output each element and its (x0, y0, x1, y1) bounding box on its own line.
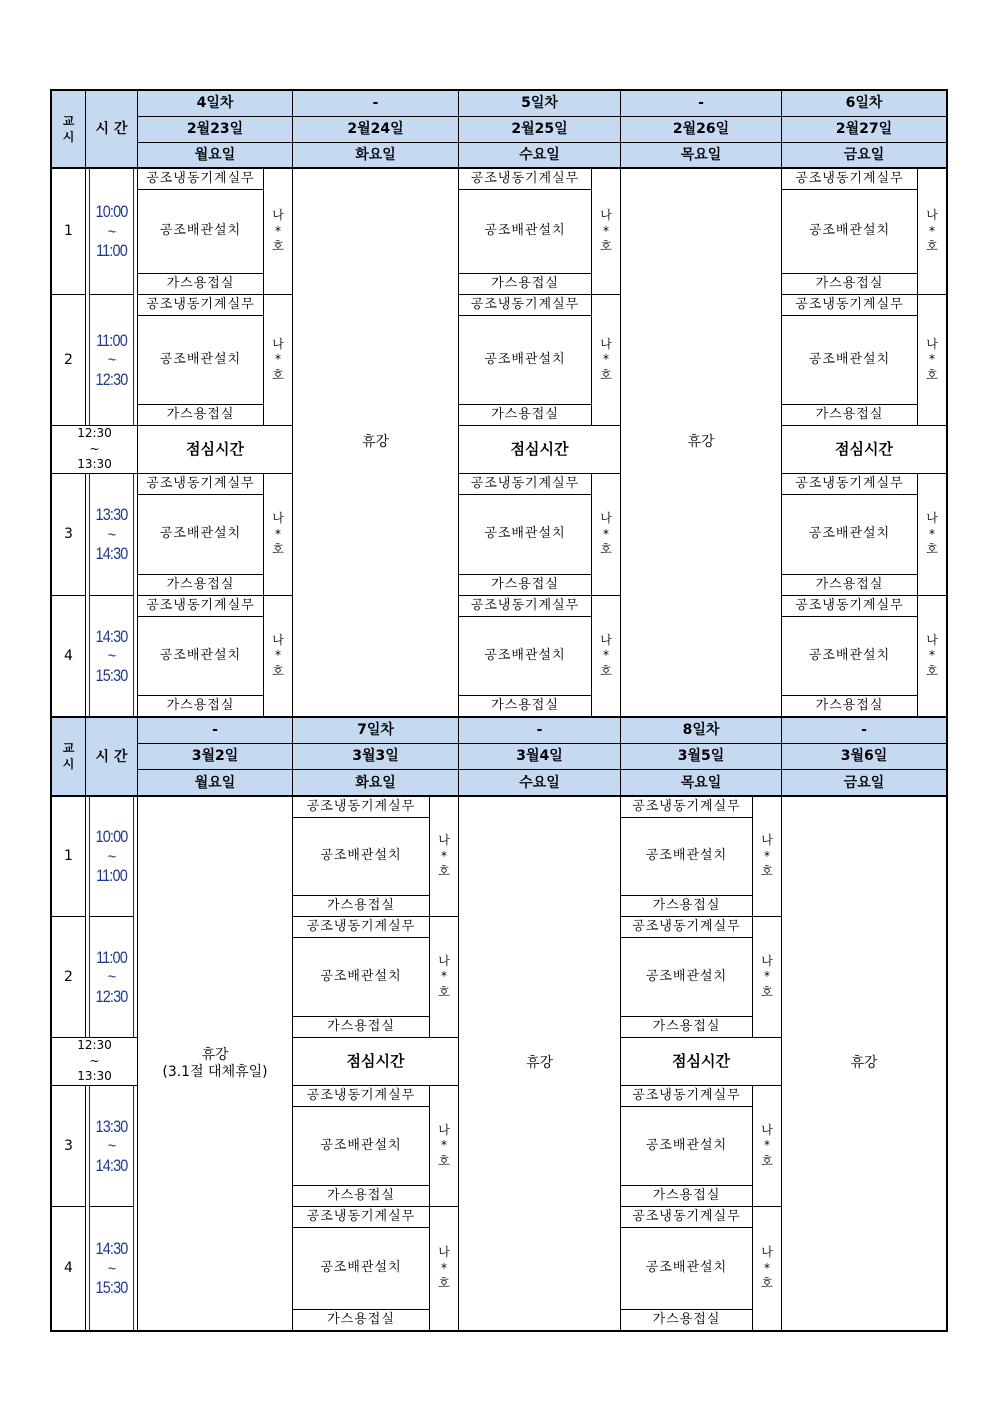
day-number-header-text: - (212, 722, 218, 739)
subject-top-text: 공조냉동기계실무 (632, 798, 741, 814)
date-header (781, 116, 947, 143)
room-cell-text: 나 * 호 (600, 632, 612, 678)
subject-bottom (292, 1309, 430, 1331)
subject-top (781, 595, 918, 617)
day-number-header (137, 90, 293, 117)
period-number-text: 4 (64, 1260, 73, 1277)
date-header-text: 2월25일 (511, 121, 568, 138)
period-number-text: 1 (64, 848, 73, 865)
subject-bottom-text: 가스용접실 (652, 897, 721, 913)
period-time-text: 14:30 ~ 15:30 (95, 1239, 128, 1298)
subject-top (458, 168, 592, 190)
subject-bottom (292, 895, 430, 917)
room-cell-text: 나 * 호 (438, 953, 450, 999)
day-number-header-text: 7일차 (357, 722, 394, 739)
period-number (51, 294, 86, 426)
weekday-header (781, 142, 947, 169)
room-cell (752, 1206, 782, 1331)
room-cell (752, 796, 782, 917)
subject-top (620, 916, 753, 938)
subject-main (137, 315, 264, 405)
subject-main (292, 817, 430, 896)
subject-main (458, 494, 592, 575)
holiday-cell (781, 796, 947, 1331)
subject-top-text: 공조냉동기계실무 (795, 170, 904, 186)
room-cell (591, 168, 621, 295)
period-number-text: 3 (64, 1137, 73, 1154)
subject-top (781, 294, 918, 316)
subject-main (781, 616, 918, 696)
room-cell (429, 1085, 459, 1207)
time-header-text: 시 간 (95, 748, 128, 765)
period-number (51, 796, 86, 917)
subject-main (292, 1106, 430, 1186)
room-cell (263, 473, 293, 596)
period-number (51, 473, 86, 596)
subject-main-text: 공조배관설치 (484, 223, 566, 239)
subject-main-text: 공조배관설치 (484, 647, 566, 663)
subject-bottom (620, 1185, 753, 1207)
holiday-cell-text: 휴강 (3.1절 대체휴일) (162, 1047, 268, 1080)
subject-top-text: 공조냉동기계실무 (795, 475, 904, 491)
date-header-text: 3월6일 (840, 748, 888, 765)
room-cell-text: 나 * 호 (761, 1245, 773, 1291)
time-header (85, 717, 138, 797)
room-cell-text: 나 * 호 (926, 336, 938, 382)
room-cell (263, 595, 293, 717)
subject-top (458, 595, 592, 617)
room-cell-text: 나 * 호 (761, 1122, 773, 1168)
subject-bottom (781, 695, 918, 717)
subject-top-text: 공조냉동기계실무 (146, 296, 255, 312)
subject-bottom (620, 895, 753, 917)
period-time (89, 916, 134, 1038)
period-number-text: 4 (64, 647, 73, 664)
subject-top-text: 공조냉동기계실무 (470, 597, 580, 613)
room-cell (917, 294, 947, 426)
day-number-header-text: - (536, 722, 543, 739)
subject-main (620, 817, 753, 896)
subject-bottom (292, 1185, 430, 1207)
subject-top (137, 168, 264, 190)
subject-bottom-text: 가스용접실 (491, 576, 559, 592)
holiday-cell-text: 휴강 (687, 434, 715, 451)
date-header-text: 3월5일 (677, 748, 725, 765)
subject-top-text: 공조냉동기계실무 (795, 597, 904, 613)
subject-top-text: 공조냉동기계실무 (470, 296, 580, 312)
subject-main-text: 공조배관설치 (320, 968, 402, 984)
subject-main-text: 공조배관설치 (320, 1260, 402, 1276)
period-header-text: 교 시 (62, 113, 75, 144)
weekday-header (292, 769, 459, 797)
time-header-text: 시 간 (95, 121, 128, 138)
room-cell-text: 나 * 호 (272, 511, 284, 557)
day-number-header (137, 717, 293, 744)
lunch-time-text: 12:30 ~ 13:30 (77, 1038, 112, 1084)
period-time (89, 294, 134, 426)
weekday-header (137, 769, 293, 797)
period-number (51, 916, 86, 1038)
day-number-header-text: - (372, 95, 379, 112)
period-header (51, 90, 86, 169)
subject-top (458, 473, 592, 495)
holiday-cell (620, 168, 782, 717)
date-header-text: 3월2일 (191, 748, 239, 765)
subject-top (620, 796, 753, 818)
subject-main-text: 공조배관설치 (159, 647, 242, 663)
subject-bottom (137, 404, 264, 426)
subject-main (620, 1227, 753, 1310)
period-header-text: 교 시 (62, 741, 75, 771)
date-header (137, 116, 293, 143)
room-cell-text: 나 * 호 (761, 833, 773, 879)
period-time (89, 1085, 134, 1207)
lunch-cell-text: 점심시간 (672, 1051, 730, 1070)
subject-main-text: 공조배관설치 (484, 526, 566, 542)
lunch-cell (292, 1037, 459, 1086)
room-cell (429, 796, 459, 917)
subject-top (292, 796, 430, 818)
date-header (620, 116, 782, 143)
lunch-time (51, 425, 138, 474)
subject-top (137, 294, 264, 316)
subject-top (458, 294, 592, 316)
weekday-header (781, 769, 947, 797)
subject-main-text: 공조배관설치 (484, 351, 566, 367)
holiday-cell-text: 휴강 (525, 1055, 554, 1072)
room-cell-text: 나 * 호 (926, 632, 938, 678)
room-cell (917, 595, 947, 717)
subject-bottom (137, 574, 264, 596)
period-time-text: 11:00 ~ 12:30 (95, 947, 128, 1006)
subject-top-text: 공조냉동기계실무 (632, 1087, 741, 1103)
subject-top (292, 1206, 430, 1228)
period-number-text: 2 (64, 351, 73, 368)
weekday-header-text: 수요일 (519, 147, 560, 164)
subject-main (137, 189, 264, 274)
subject-top (137, 595, 264, 617)
day-number-header (458, 90, 621, 117)
holiday-cell (292, 168, 459, 717)
weekday-header (620, 769, 782, 797)
subject-top (781, 473, 918, 495)
lunch-cell (781, 425, 947, 474)
period-number-text: 3 (64, 526, 73, 543)
weekday-header (458, 769, 621, 797)
subject-bottom (137, 273, 264, 295)
holiday-cell (137, 796, 293, 1331)
subject-main (137, 494, 264, 575)
period-number (51, 1206, 86, 1331)
weekday-header (620, 142, 782, 169)
subject-top (620, 1206, 753, 1228)
subject-main (458, 616, 592, 696)
subject-bottom-text: 가스용접실 (491, 275, 559, 291)
date-header (137, 743, 293, 770)
subject-top-text: 공조냉동기계실무 (632, 918, 741, 934)
day-number-header (620, 717, 782, 744)
subject-main-text: 공조배관설치 (159, 526, 242, 542)
room-cell-text: 나 * 호 (272, 336, 284, 382)
subject-main (458, 189, 592, 274)
subject-main (781, 494, 918, 575)
subject-bottom-text: 가스용접실 (327, 1311, 395, 1327)
subject-bottom (620, 1016, 753, 1038)
day-number-header-text: 6일차 (845, 95, 883, 112)
subject-main (292, 937, 430, 1017)
day-number-header (781, 717, 947, 744)
subject-main (620, 1106, 753, 1186)
date-header (458, 743, 621, 770)
subject-main (137, 616, 264, 696)
day-number-header (292, 717, 459, 744)
room-cell-text: 나 * 호 (600, 511, 612, 557)
subject-main-text: 공조배관설치 (808, 526, 891, 542)
subject-top-text: 공조냉동기계실무 (306, 918, 416, 934)
subject-bottom (781, 273, 918, 295)
holiday-cell-text: 휴강 (361, 434, 390, 451)
subject-bottom-text: 가스용접실 (327, 1018, 395, 1034)
subject-bottom (620, 1309, 753, 1331)
period-time (89, 1206, 134, 1331)
subject-bottom (292, 1016, 430, 1038)
period-time (89, 796, 134, 917)
subject-bottom-text: 가스용접실 (815, 406, 884, 422)
lunch-cell (458, 425, 621, 474)
lunch-cell-text: 점심시간 (510, 439, 569, 458)
period-time-text: 13:30 ~ 14:30 (95, 1116, 128, 1175)
time-header (85, 90, 138, 169)
subject-main-text: 공조배관설치 (645, 1137, 728, 1153)
subject-top (137, 473, 264, 495)
room-cell (591, 294, 621, 426)
subject-bottom (458, 695, 592, 717)
period-header (51, 717, 86, 797)
room-cell (429, 1206, 459, 1331)
room-cell-text: 나 * 호 (761, 953, 773, 999)
subject-main (292, 1227, 430, 1310)
period-time-text: 11:00 ~ 12:30 (95, 330, 128, 389)
weekday-header-text: 금요일 (843, 147, 885, 164)
room-cell-text: 나 * 호 (438, 833, 450, 879)
room-cell-text: 나 * 호 (272, 208, 284, 254)
room-cell (752, 1085, 782, 1207)
subject-main (620, 937, 753, 1017)
subject-bottom (781, 574, 918, 596)
subject-bottom (458, 404, 592, 426)
room-cell (429, 916, 459, 1038)
subject-top (781, 168, 918, 190)
day-number-header-text: - (861, 722, 867, 739)
subject-top (292, 916, 430, 938)
day-number-header-text: 5일차 (521, 95, 558, 112)
period-number (51, 1085, 86, 1207)
date-header (620, 743, 782, 770)
subject-top-text: 공조냉동기계실무 (146, 597, 255, 613)
subject-bottom-text: 가스용접실 (652, 1018, 721, 1034)
date-header (292, 743, 459, 770)
subject-top-text: 공조냉동기계실무 (470, 170, 580, 186)
room-cell (591, 595, 621, 717)
subject-bottom-text: 가스용접실 (815, 697, 884, 713)
subject-main-text: 공조배관설치 (645, 968, 728, 984)
subject-main-text: 공조배관설치 (645, 1260, 728, 1276)
subject-bottom-text: 가스용접실 (166, 576, 235, 592)
room-cell (591, 473, 621, 596)
subject-top (292, 1085, 430, 1107)
period-time-text: 10:00 ~ 11:00 (95, 202, 128, 261)
day-number-header-text: - (698, 95, 704, 112)
subject-top-text: 공조냉동기계실무 (632, 1208, 741, 1224)
weekday-header-text: 목요일 (680, 147, 722, 164)
subject-top-text: 공조냉동기계실무 (795, 296, 904, 312)
weekday-header-text: 월요일 (194, 147, 236, 164)
period-number-text: 2 (64, 968, 73, 985)
subject-bottom-text: 가스용접실 (327, 1187, 395, 1203)
subject-bottom (458, 574, 592, 596)
subject-bottom-text: 가스용접실 (166, 697, 235, 713)
day-number-header-text: 4일차 (196, 95, 234, 112)
room-cell-text: 나 * 호 (438, 1245, 450, 1291)
subject-bottom (781, 404, 918, 426)
subject-bottom (458, 273, 592, 295)
subject-main-text: 공조배관설치 (320, 1137, 402, 1153)
day-number-header (458, 717, 621, 744)
period-number (51, 595, 86, 717)
subject-bottom-text: 가스용접실 (327, 897, 395, 913)
subject-bottom-text: 가스용접실 (652, 1311, 721, 1327)
day-number-header (292, 90, 459, 117)
subject-main-text: 공조배관설치 (320, 848, 402, 864)
room-cell (263, 294, 293, 426)
weekday-header (137, 142, 293, 169)
date-header-text: 2월23일 (186, 121, 244, 138)
day-number-header (620, 90, 782, 117)
period-number (51, 168, 86, 295)
room-cell-text: 나 * 호 (272, 632, 284, 678)
day-number-header (781, 90, 947, 117)
period-time (89, 473, 134, 596)
period-time (89, 595, 134, 717)
room-cell (917, 168, 947, 295)
subject-top-text: 공조냉동기계실무 (306, 1087, 416, 1103)
subject-main-text: 공조배관설치 (808, 647, 891, 663)
room-cell (263, 168, 293, 295)
period-number-text: 1 (64, 223, 73, 240)
weekday-header-text: 수요일 (519, 774, 560, 791)
date-header (458, 116, 621, 143)
weekday-header-text: 금요일 (843, 774, 885, 791)
subject-top-text: 공조냉동기계실무 (306, 798, 416, 814)
room-cell (752, 916, 782, 1038)
subject-bottom-text: 가스용접실 (815, 275, 884, 291)
period-time (89, 168, 134, 295)
subject-main-text: 공조배관설치 (645, 848, 728, 864)
lunch-cell (620, 1037, 782, 1086)
weekday-header-text: 화요일 (355, 774, 396, 791)
date-header-text: 3월3일 (352, 748, 399, 765)
lunch-cell (137, 425, 293, 474)
lunch-time (51, 1037, 138, 1086)
room-cell-text: 나 * 호 (438, 1122, 450, 1168)
weekday-header-text: 월요일 (194, 774, 236, 791)
date-header (781, 743, 947, 770)
holiday-cell-text: 휴강 (850, 1055, 878, 1072)
subject-main (781, 315, 918, 405)
subject-main (458, 315, 592, 405)
subject-main-text: 공조배관설치 (159, 351, 242, 367)
date-header-text: 2월27일 (835, 121, 893, 138)
subject-main-text: 공조배관설치 (159, 223, 242, 239)
subject-bottom (137, 695, 264, 717)
subject-top-text: 공조냉동기계실무 (470, 475, 580, 491)
subject-top-text: 공조냉동기계실무 (146, 475, 255, 491)
weekday-header (458, 142, 621, 169)
period-time-text: 13:30 ~ 14:30 (95, 505, 128, 564)
period-time-text: 14:30 ~ 15:30 (95, 626, 128, 685)
date-header (292, 116, 459, 143)
subject-main-text: 공조배관설치 (808, 223, 891, 239)
holiday-cell (458, 796, 621, 1331)
subject-top (620, 1085, 753, 1107)
weekday-header-text: 목요일 (680, 774, 722, 791)
date-header-text: 2월24일 (347, 121, 404, 138)
subject-bottom-text: 가스용접실 (652, 1187, 721, 1203)
subject-main-text: 공조배관설치 (808, 351, 891, 367)
weekday-header-text: 화요일 (355, 147, 396, 164)
date-header-text: 3월4일 (516, 748, 563, 765)
subject-bottom-text: 가스용접실 (491, 406, 559, 422)
subject-bottom-text: 가스용접실 (491, 697, 559, 713)
lunch-cell-text: 점심시간 (346, 1051, 405, 1070)
lunch-cell-text: 점심시간 (835, 439, 893, 458)
room-cell-text: 나 * 호 (926, 511, 938, 557)
subject-top-text: 공조냉동기계실무 (146, 170, 255, 186)
day-number-header-text: 8일차 (682, 722, 720, 739)
room-cell-text: 나 * 호 (600, 336, 612, 382)
room-cell-text: 나 * 호 (926, 208, 938, 254)
subject-bottom-text: 가스용접실 (166, 406, 235, 422)
subject-main (781, 189, 918, 274)
lunch-time-text: 12:30 ~ 13:30 (77, 426, 112, 472)
lunch-cell-text: 점심시간 (186, 439, 244, 458)
subject-bottom-text: 가스용접실 (166, 275, 235, 291)
weekday-header (292, 142, 459, 169)
date-header-text: 2월26일 (672, 121, 730, 138)
subject-top-text: 공조냉동기계실무 (306, 1208, 416, 1224)
room-cell (917, 473, 947, 596)
subject-bottom-text: 가스용접실 (815, 576, 884, 592)
period-time-text: 10:00 ~ 11:00 (95, 827, 128, 886)
room-cell-text: 나 * 호 (600, 208, 612, 254)
